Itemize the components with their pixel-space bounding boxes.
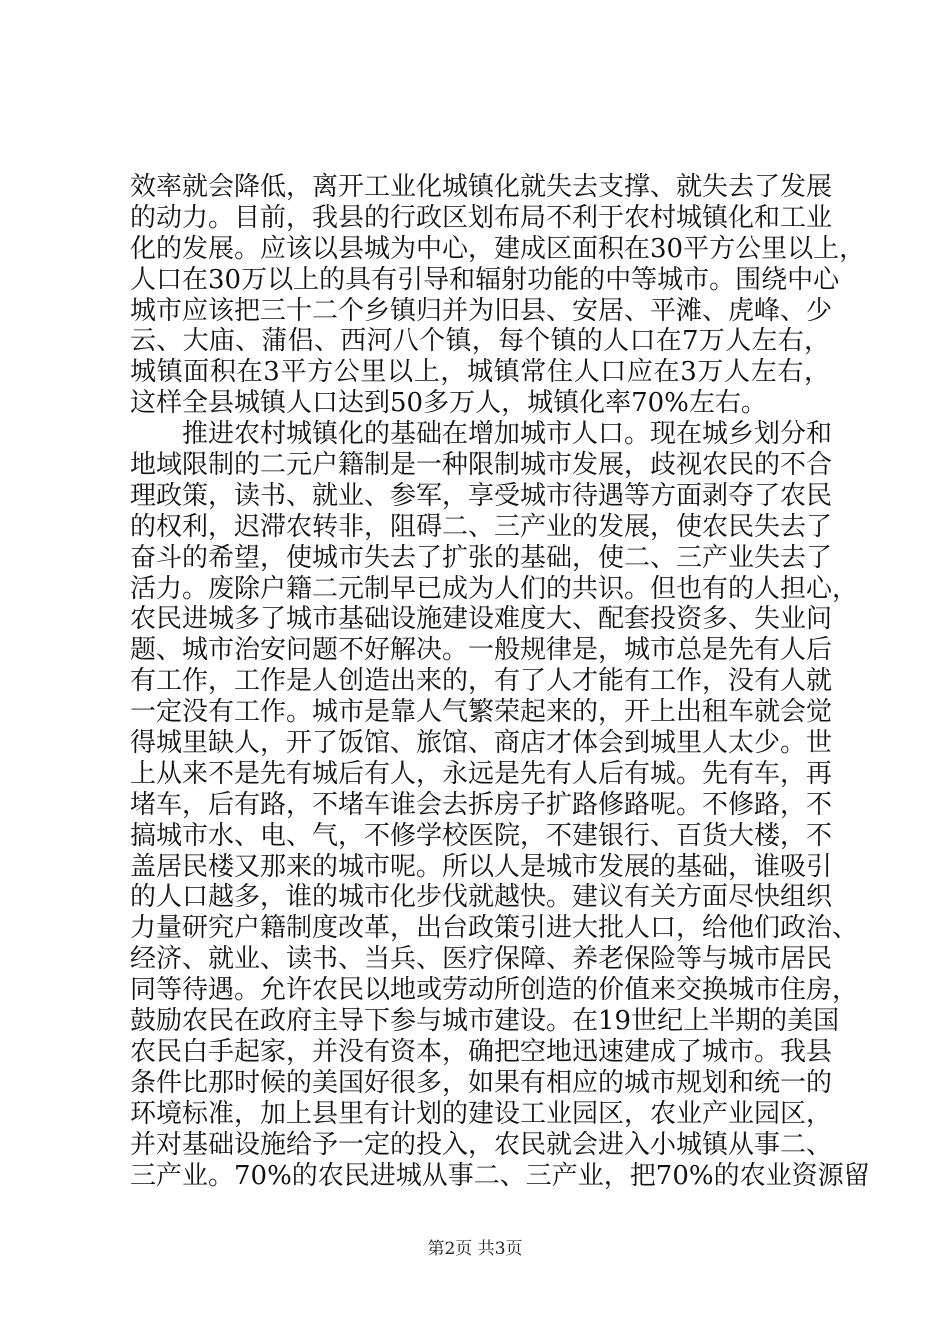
text-line: 活力。废除户籍二元制早已成为人们的共识。但也有的人担心，	[130, 573, 859, 604]
text-line: 三产业。70%的农民进城从事二、三产业，把70%的农业资源留	[130, 1160, 870, 1191]
text-line: 的权利，迟滞农转非，阻碍二、三产业的发展，使农民失去了	[130, 511, 833, 542]
text-line: 农民进城多了城市基础设施建设难度大、配套投资多、失业问	[130, 604, 833, 635]
text-line: 化的发展。应该以县城为中心，建成区面积在30平方公里以上，	[130, 233, 866, 264]
text-line: 的人口越多，谁的城市化步伐就越快。建议有关方面尽快组织	[130, 882, 833, 913]
text-line: 奋斗的希望，使城市失去了扩张的基础，使二、三产业失去了	[130, 542, 833, 573]
text-line: 堵车，后有路，不堵车谁会去拆房子扩路修路呢。不修路，不	[130, 789, 833, 820]
text-line: 的动力。目前，我县的行政区划布局不利于农村城镇化和工业	[130, 202, 833, 233]
text-line: 搞城市水、电、气，不修学校医院，不建银行、百货大楼，不	[130, 820, 833, 851]
text-line: 云、大庙、蒲侣、西河八个镇，每个镇的人口在7万人左右，	[130, 326, 830, 357]
text-line: 经济、就业、读书、当兵、医疗保障、养老保险等与城市居民	[130, 944, 833, 975]
text-line: 人口在30万以上的具有引导和辐射功能的中等城市。围绕中心	[130, 264, 840, 295]
text-line: 同等待遇。允许农民以地或劳动所创造的价值来交换城市住房，	[130, 975, 859, 1006]
text-line: 环境标准，加上县里有计划的建设工业园区，农业产业园区，	[130, 1098, 833, 1129]
text-line: 得城里缺人，开了饭馆、旅馆、商店才体会到城里人太少。世	[130, 728, 833, 759]
text-line: 盖居民楼又那来的城市呢。所以人是城市发展的基础，谁吸引	[130, 851, 833, 882]
text-line: 这样全县城镇人口达到50多万人，城镇化率70%左右。	[130, 388, 767, 419]
text-line: 理政策，读书、就业、参军，享受城市待遇等方面剥夺了农民	[130, 480, 833, 511]
text-line: 农民白手起家，并没有资本，确把空地迅速建成了城市。我县	[130, 1036, 833, 1067]
text-line: 条件比那时候的美国好很多，如果有相应的城市规划和统一的	[130, 1067, 833, 1098]
text-line: 推进农村城镇化的基础在增加城市人口。现在城乡划分和	[130, 419, 833, 450]
text-line: 地域限制的二元户籍制是一种限制城市发展，歧视农民的不合	[130, 450, 833, 481]
text-line: 一定没有工作。城市是靠人气繁荣起来的，开上出租车就会觉	[130, 697, 833, 728]
text-line: 城镇面积在3平方公里以上，城镇常住人口应在3万人左右，	[130, 357, 830, 388]
text-line: 力量研究户籍制度改革，出台政策引进大批人口，给他们政治、	[130, 913, 859, 944]
text-line: 城市应该把三十二个乡镇归并为旧县、安居、平滩、虎峰、少	[130, 295, 833, 326]
text-line: 并对基础设施给予一定的投入，农民就会进入小城镇从事二、	[130, 1129, 833, 1160]
text-line: 鼓励农民在政府主导下参与城市建设。在19世纪上半期的美国	[130, 1006, 840, 1037]
body-text	[130, 172, 870, 1191]
text-line: 上从来不是先有城后有人，永远是先有人后有城。先有车，再	[130, 758, 833, 789]
text-line: 题、城市治安问题不好解决。一般规律是，城市总是先有人后	[130, 635, 833, 666]
text-line: 效率就会降低，离开工业化城镇化就失去支撑、就失去了发展	[130, 172, 833, 202]
page-footer: 第2页 共3页	[427, 1239, 523, 1259]
text-line: 有工作，工作是人创造出来的，有了人才能有工作，没有人就	[130, 666, 833, 697]
